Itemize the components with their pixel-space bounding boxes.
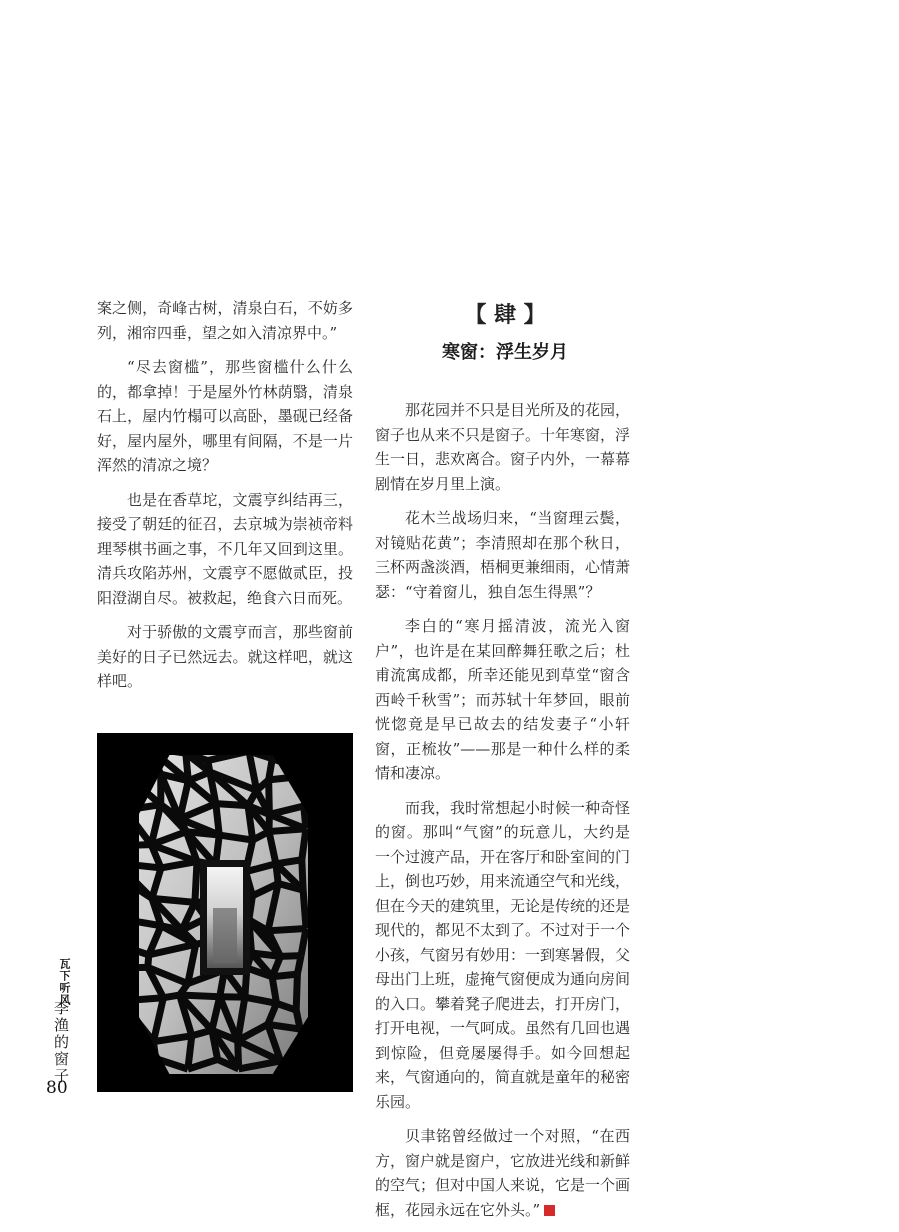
- paragraph-last: [375, 1124, 630, 1222]
- paragraph: 也是在香草坨，文震亨纠结再三，接受了朝廷的征召，去京城为崇祯帝料理琴棋书画之事，不几年又回到这里。清兵攻陷苏州，文震亨不愿做贰臣，投阳澄湖自尽。被救起，绝食六日而死。: [97, 488, 353, 611]
- paragraph: 对于骄傲的文震亨而言，那些窗前美好的日子已然远去。就这样吧，就这样吧。: [97, 620, 353, 694]
- paragraph: “尽去窗槛”，那些窗槛什么什么的，都拿掉！于是屋外竹林荫翳，清泉石上，屋内竹榻可以高卧，墨砚已经备好，屋内屋外，哪里有间隔，不是一片浑然的清凉之境？: [97, 355, 353, 478]
- paragraph-text: 贝聿铭曾经做过一个对照，“在西方，窗户就是窗户，它放进光线和新鲜的空气；但对中国人来说，它是一个画框，花园永远在它外头。”: [375, 1127, 630, 1219]
- section-number: 【 肆 】: [440, 298, 570, 329]
- section-title: 寒窗：浮生岁月: [400, 338, 610, 364]
- lattice-window-icon: [97, 733, 353, 1092]
- end-mark-icon: [544, 1205, 555, 1216]
- paragraph: 花木兰战场归来，“当窗理云鬓，对镜贴花黄”；李清照却在那个秋日，三杯两盏淡酒，梧桐更兼细雨，心情萧瑟：“守着窗儿，独自怎生得黑”？: [375, 506, 630, 604]
- paragraph: 那花园并不只是目光所及的花园，窗子也从来不只是窗子。十年寒窗，浮生一日，悲欢离合。窗子内外，一幕幕剧情在岁月里上演。: [375, 398, 630, 496]
- paragraph: 而我，我时常想起小时候一种奇怪的窗。那叫“气窗”的玩意儿，大约是一个过渡产品，开在客厅和卧室间的门上，倒也巧妙，用来流通空气和光线，但在今天的建筑里，无论是传统的还是现代的，都见不太到了。不过对于一个小孩，气窗另有妙用：一到寒暑假，父母出门上班，虚掩气窗便成为通向房间的入口。攀着凳子爬进去，打开房门，打开电视，一气呵成。虽然有几回也遇到惊险，但竟屡屡得手。如今回想起来，气窗通向的，简直就是童年的秘密乐园。: [375, 796, 630, 1115]
- paragraph: 案之侧，奇峰古树，清泉白石，不妨多列，湘帘四垂，望之如入清凉界中。”: [97, 296, 353, 345]
- right-column: [375, 398, 630, 1232]
- paragraph: 李白的“寒月摇清波，流光入窗户”，也许是在某回醉舞狂歌之后；杜甫流寓成都，所幸还能见到草堂“窗含西岭千秋雪”；而苏轼十年梦回，眼前恍惚竟是早已故去的结发妻子“小轩窗，正梳妆”——那是一种什么样的柔情和凄凉。: [375, 614, 630, 786]
- article-title: 李渔的窗子: [50, 1000, 72, 1085]
- page-number: 80: [46, 1078, 68, 1098]
- window-lattice-photo: [97, 733, 353, 1092]
- left-column: [97, 296, 353, 704]
- column-name: 瓦下听风: [52, 958, 72, 1006]
